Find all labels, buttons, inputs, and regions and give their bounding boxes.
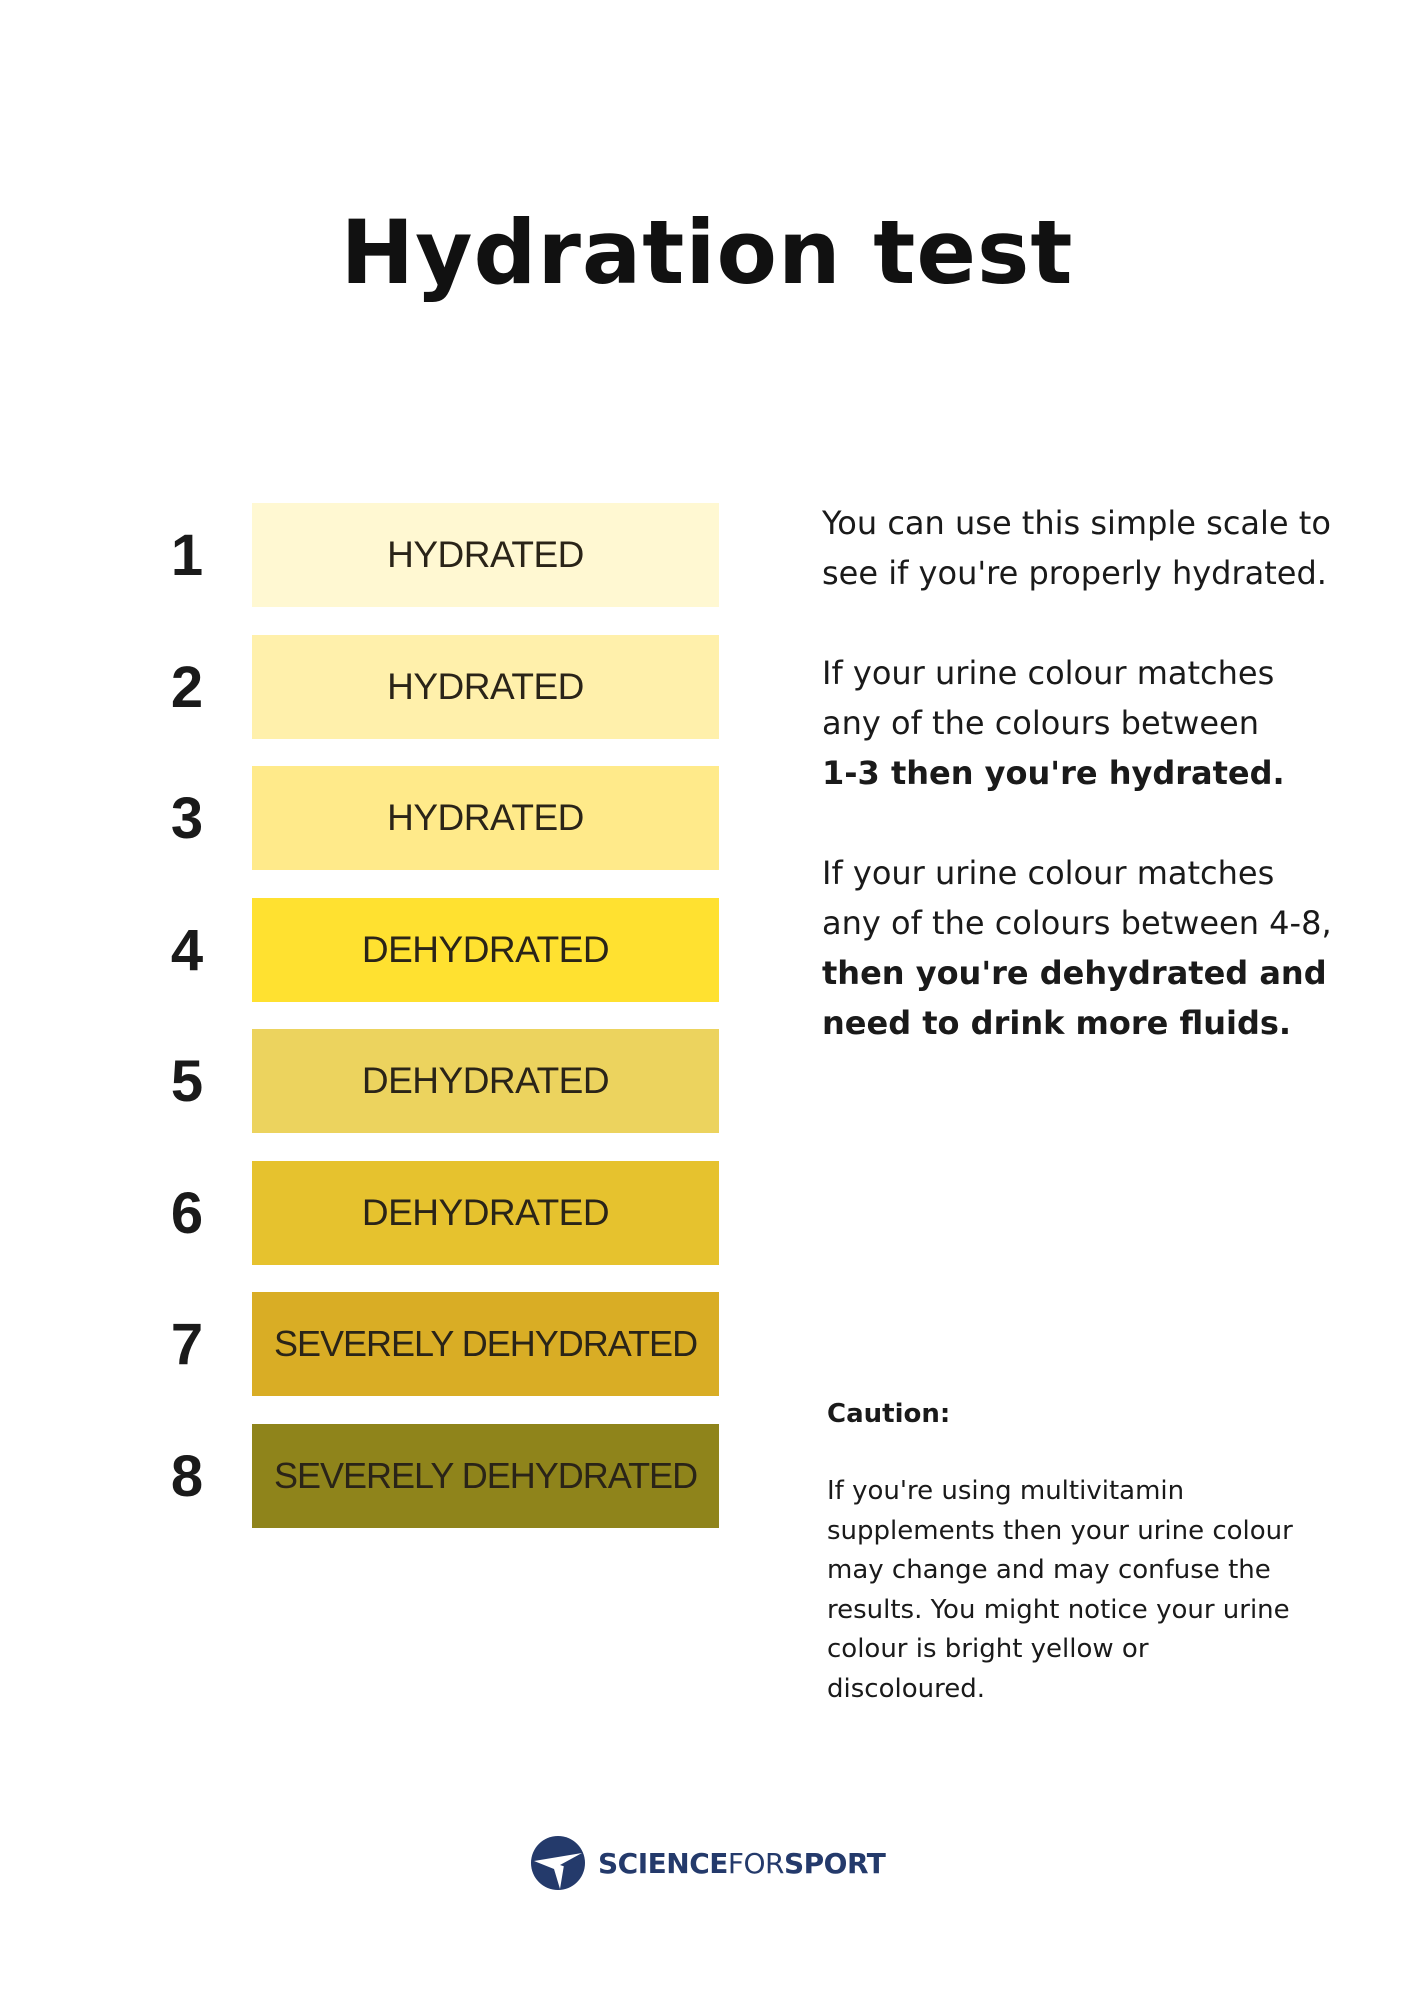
logo-word-sport: SPORT (783, 1846, 886, 1880)
scale-number: 7 (170, 1311, 204, 1377)
scale-bar: DEHYDRATED (252, 1029, 719, 1133)
scale-bar: DEHYDRATED (252, 1161, 719, 1265)
scale-row-2 (0, 635, 720, 739)
caution-title: Caution: (827, 1399, 951, 1429)
scale-row-3 (0, 766, 720, 870)
scale-bar: HYDRATED (252, 766, 719, 870)
science-for-sport-logo (530, 1835, 885, 1891)
page-title: Hydration test (340, 201, 1074, 304)
scale-row-1 (0, 503, 720, 607)
logo-mark-icon (530, 1835, 586, 1891)
logo-text (598, 1847, 885, 1880)
scale-row-5 (0, 1029, 720, 1133)
scale-bar: DEHYDRATED (252, 898, 719, 1002)
scale-number: 2 (170, 654, 204, 720)
hydrated-paragraph (822, 648, 1342, 798)
scale-bar: HYDRATED (252, 635, 719, 739)
caution-box (827, 1394, 1297, 1709)
scale-number: 5 (170, 1048, 204, 1114)
intro-paragraph: You can use this simple scale to see if you're properly hydrated. (822, 504, 1331, 592)
scale-bar: SEVERELY DEHYDRATED (252, 1424, 719, 1528)
scale-bar: HYDRATED (252, 503, 719, 607)
scale-number: 1 (170, 522, 204, 588)
logo-word-science: SCIENCE (598, 1846, 728, 1880)
instructions (822, 498, 1342, 1098)
caution-body: If you're using multivitamin supplements then your urine colour may change and may confuse the results. You might notice your urine colour is bright yellow or discoloured. (827, 1476, 1293, 1704)
scale-row-8 (0, 1424, 720, 1528)
scale-row-7 (0, 1292, 720, 1396)
scale-number: 6 (170, 1180, 204, 1246)
scale-number: 4 (170, 917, 204, 983)
dehydrated-text: If your urine colour matches any of the colours between 4-8, (822, 854, 1332, 942)
scale-row-6 (0, 1161, 720, 1265)
dehydrated-paragraph (822, 848, 1342, 1048)
scale-row-4 (0, 898, 720, 1002)
logo-word-for: FOR (727, 1846, 784, 1880)
hydrated-result: 1-3 then you're hydrated. (822, 754, 1285, 792)
scale-bar: SEVERELY DEHYDRATED (252, 1292, 719, 1396)
scale-number: 3 (170, 785, 204, 851)
hydrated-text: If your urine colour matches any of the colours between (822, 654, 1275, 742)
dehydrated-result: then you're dehydrated and need to drink more fluids. (822, 954, 1327, 1042)
scale-number: 8 (170, 1443, 204, 1509)
